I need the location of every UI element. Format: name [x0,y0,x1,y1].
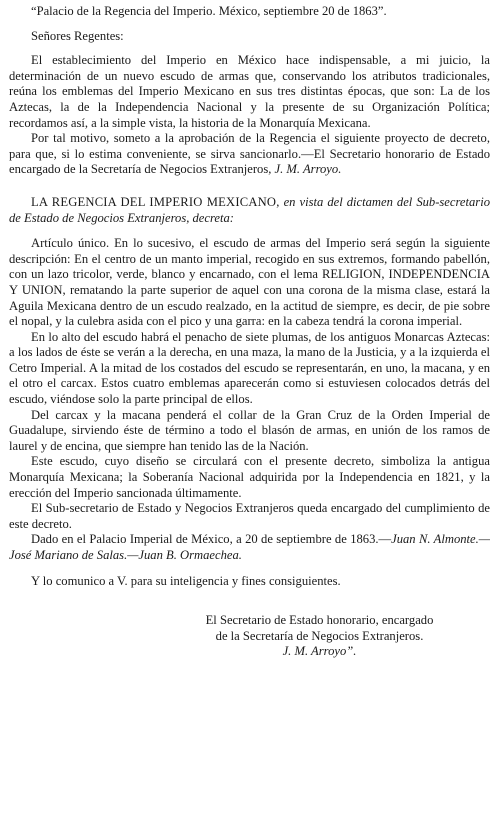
decree-signatories: Juan N. Almonte.—José Mariano de Salas.—Juan B. Ormaechea. [9,532,490,562]
document-page [9,4,490,660]
closing-line: Y lo comunico a V. para su inteligencia y fines consiguientes. [31,573,341,588]
decree-title-caps: LA REGENCIA DEL IMPERIO MEXICANO, [31,194,280,209]
decree-paragraph-6 [9,532,490,563]
letter-paragraph-2 [9,131,490,178]
decree-given-text: Dado en el Palacio Imperial de México, a 20 de septiembre de 1863.— [31,532,392,547]
signature-name-text: J. M. Arroyo”. [282,644,357,659]
signature-block [149,613,490,660]
dateline: “Palacio de la Regencia del Imperio. México, septiembre 20 de 1863”. [31,4,387,18]
decree-paragraph-3: Del carcax y la macana penderá el collar de la Gran Cruz de la Orden Imperial de Guadalupe, sirviendo éste de término a todo el blasón de armas, en unión de los ramos de laurel y de encina, que siempre han tenido las de la Nación. [9,407,490,453]
letter-signatory: J. M. Arroyo. [274,162,342,177]
decree-article: Artículo único. En lo sucesivo, el escudo de armas del Imperio será según la siguiente descripción: En el centro de un manto imperial, recogido en sus extremos, formando pabellón, con un lazo tricolor, verde, blanco y encarnado, con el lema RELIGION, INDEPENDENCIA Y UNION, rematando la parte superior de aquel con una corona de la misma clase, estará la Aguila Mexicana dentro de un escudo realzado, en la actitud de siempre, es decir, de pie sobre el nopal, y la culebra asida con el pico y una garra: en la cabeza tendrá la corona imperial. [9,236,490,329]
decree-paragraph-4: Este escudo, cuyo diseño se circulará con el presente decreto, simboliza la antigua Monarquía Mexicana; la Soberanía Nacional adquirida por la Independencia en 1821, y la erección del Imperio sancionada últimamente. [9,454,490,500]
decree-paragraph-2: En lo alto del escudo habrá el penacho de siete plumas, de los antiguos Monarcas Aztecas: a los lados de éste se verán a la derecha, en una maza, la mano de la Justicia, y a la izquierda el Cetro Imperial. A la mitad de los costados del escudo se representarán, en uno, la macana, y en el otro el carcax. Estos cuatro emblemas aparecerán como si estuviesen colocados detrás del escudo, viéndose solo la parte principal de ellos. [9,329,490,407]
signature-name [149,644,490,660]
salutation: Señores Regentes: [31,28,124,43]
decree-title-italic: en vista del dictamen del Sub-secretario de Estado de Negocios Extranjeros, decreta: [9,194,490,225]
signature-line-2: de la Secretaría de Negocios Extranjeros. [215,628,424,643]
letter-paragraph-2-text: Por tal motivo, someto a la aprobación de la Regencia el siguiente proyecto de decreto, para que, si lo estima conveniente, se sirva sancionarlo.—El Secretario honorario de Estado encargado de la Secretaría de Negocios Extranjeros, [9,131,490,177]
letter-paragraph-1: El establecimiento del Imperio en México hace indispensable, a mi juicio, la determinación de un nuevo escudo de armas que, conservando los atributos tradicionales, reúna los emblemas del Imperio Mexicano en sus tres distintas épocas, que son: La de los Aztecas, la de la Independencia Nacional y la presente de su Organización Política; recordamos así, a la simple vista, la historia de la Monarquía Mexicana. [9,53,490,130]
decree-title [9,195,490,226]
signature-line-1: El Secretario de Estado honorario, encargado [205,613,434,628]
decree-paragraph-5: El Sub-secretario de Estado y Negocios Extranjeros queda encargado del cumplimiento de este decreto. [9,501,490,531]
